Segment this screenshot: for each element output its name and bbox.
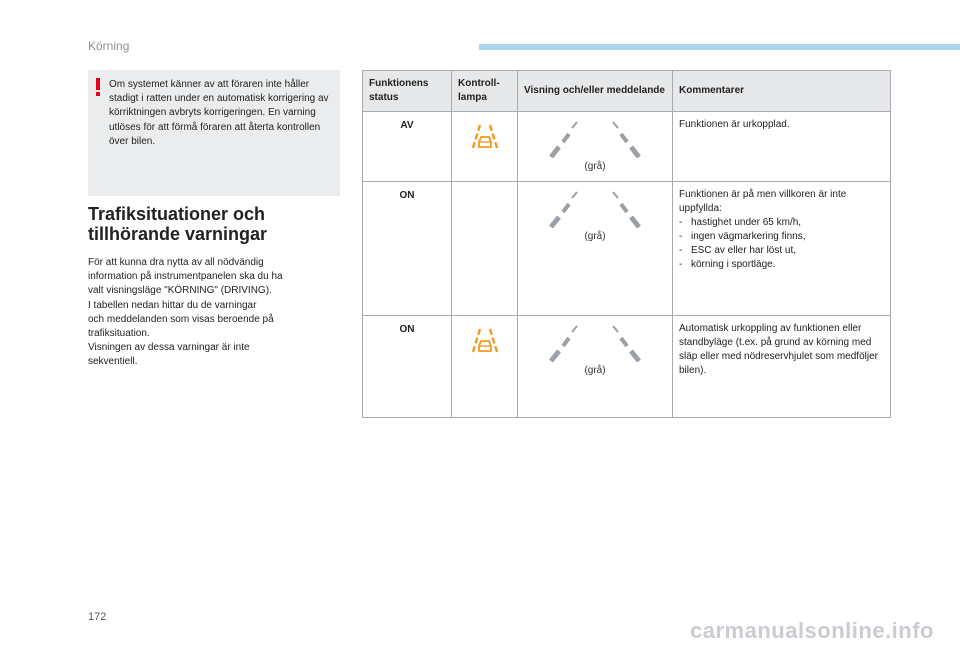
status-cell: ON: [363, 182, 452, 316]
intro-line: sekventiell.: [88, 356, 138, 368]
comment-text: Automatisk urkoppling av funktionen eller standbyläge (t.ex. på grund av körning med släp eller med nödreservhjulet som medföljer bilen).: [679, 323, 878, 376]
watermark-text: carmanualsonline.info: [690, 618, 934, 643]
header-lamp: Kontroll-lampa: [452, 71, 518, 112]
list-item: - ESC av eller har löst ut,: [679, 244, 884, 258]
header-display: Visning och/eller meddelande: [518, 71, 673, 112]
display-cell: [518, 182, 673, 316]
section-title: [88, 204, 348, 244]
intro-line: I tabellen nedan hittar du de varningar: [88, 299, 257, 311]
section-title-line-2: tillhörande varningar: [88, 224, 268, 244]
table-row: [363, 112, 891, 182]
header-status: Funktionens status: [363, 71, 452, 112]
section-title-line-1: Trafiksituationer och: [88, 204, 266, 224]
warning-text: Om systemet känner av att föraren inte håller stadigt i ratten under en automatisk korrigering av körriktningen avbryts korrigeringen. En varning utlöses för att förmå föraren att återta kontrollen över bilen.: [109, 79, 329, 147]
comment-cell: [673, 316, 891, 418]
intro-line: och meddelanden som visas beroende på: [88, 313, 274, 325]
intro-line: valt visningsläge "KÖRNING" (DRIVING).: [88, 285, 272, 297]
lane-lines-icon: [547, 120, 643, 158]
header-accent-bar: [479, 44, 960, 50]
list-item: - hastighet under 65 km/h,: [679, 216, 884, 230]
intro-line: För att kunna dra nytta av all nödvändig: [88, 257, 264, 268]
lamp-cell-empty: [452, 182, 518, 316]
warnings-table: [362, 70, 891, 418]
table-header-row: [363, 71, 891, 112]
running-header: Körning: [88, 39, 130, 53]
page-number: 172: [88, 611, 107, 623]
condition-list: [679, 216, 884, 272]
intro-paragraph: [88, 256, 340, 370]
lane-lines-icon: [547, 324, 643, 362]
comment-cell: [673, 182, 891, 316]
lane-lines-icon: [547, 190, 643, 228]
comment-text: Funktionen är på men villkoren är inte uppfyllda:: [679, 189, 847, 214]
status-cell: ON: [363, 316, 452, 418]
display-label: (grå): [584, 365, 606, 376]
display-label: (grå): [584, 231, 606, 242]
table-row: [363, 182, 891, 316]
lane-assist-warning-icon: [469, 326, 501, 358]
lane-assist-warning-icon: [469, 122, 501, 154]
intro-line: Visningen av dessa varningar är inte: [88, 342, 250, 354]
table-row: [363, 316, 891, 418]
display-cell: [518, 112, 673, 182]
display-cell: [518, 316, 673, 418]
intro-line: information på instrumentpanelen ska du ha: [88, 271, 283, 283]
lamp-cell: [452, 316, 518, 418]
header-comment: Kommentarer: [673, 71, 891, 112]
exclamation-warning-icon: [93, 78, 103, 96]
comment-text: Funktionen är urkopplad.: [679, 119, 790, 130]
status-cell: AV: [363, 112, 452, 182]
warning-box: [88, 70, 340, 196]
lamp-cell: [452, 112, 518, 182]
intro-line: trafiksituation.: [88, 328, 150, 340]
list-item: - ingen vägmarkering finns,: [679, 230, 884, 244]
display-label: (grå): [584, 161, 606, 172]
comment-cell: [673, 112, 891, 182]
list-item: - körning i sportläge.: [679, 258, 884, 272]
